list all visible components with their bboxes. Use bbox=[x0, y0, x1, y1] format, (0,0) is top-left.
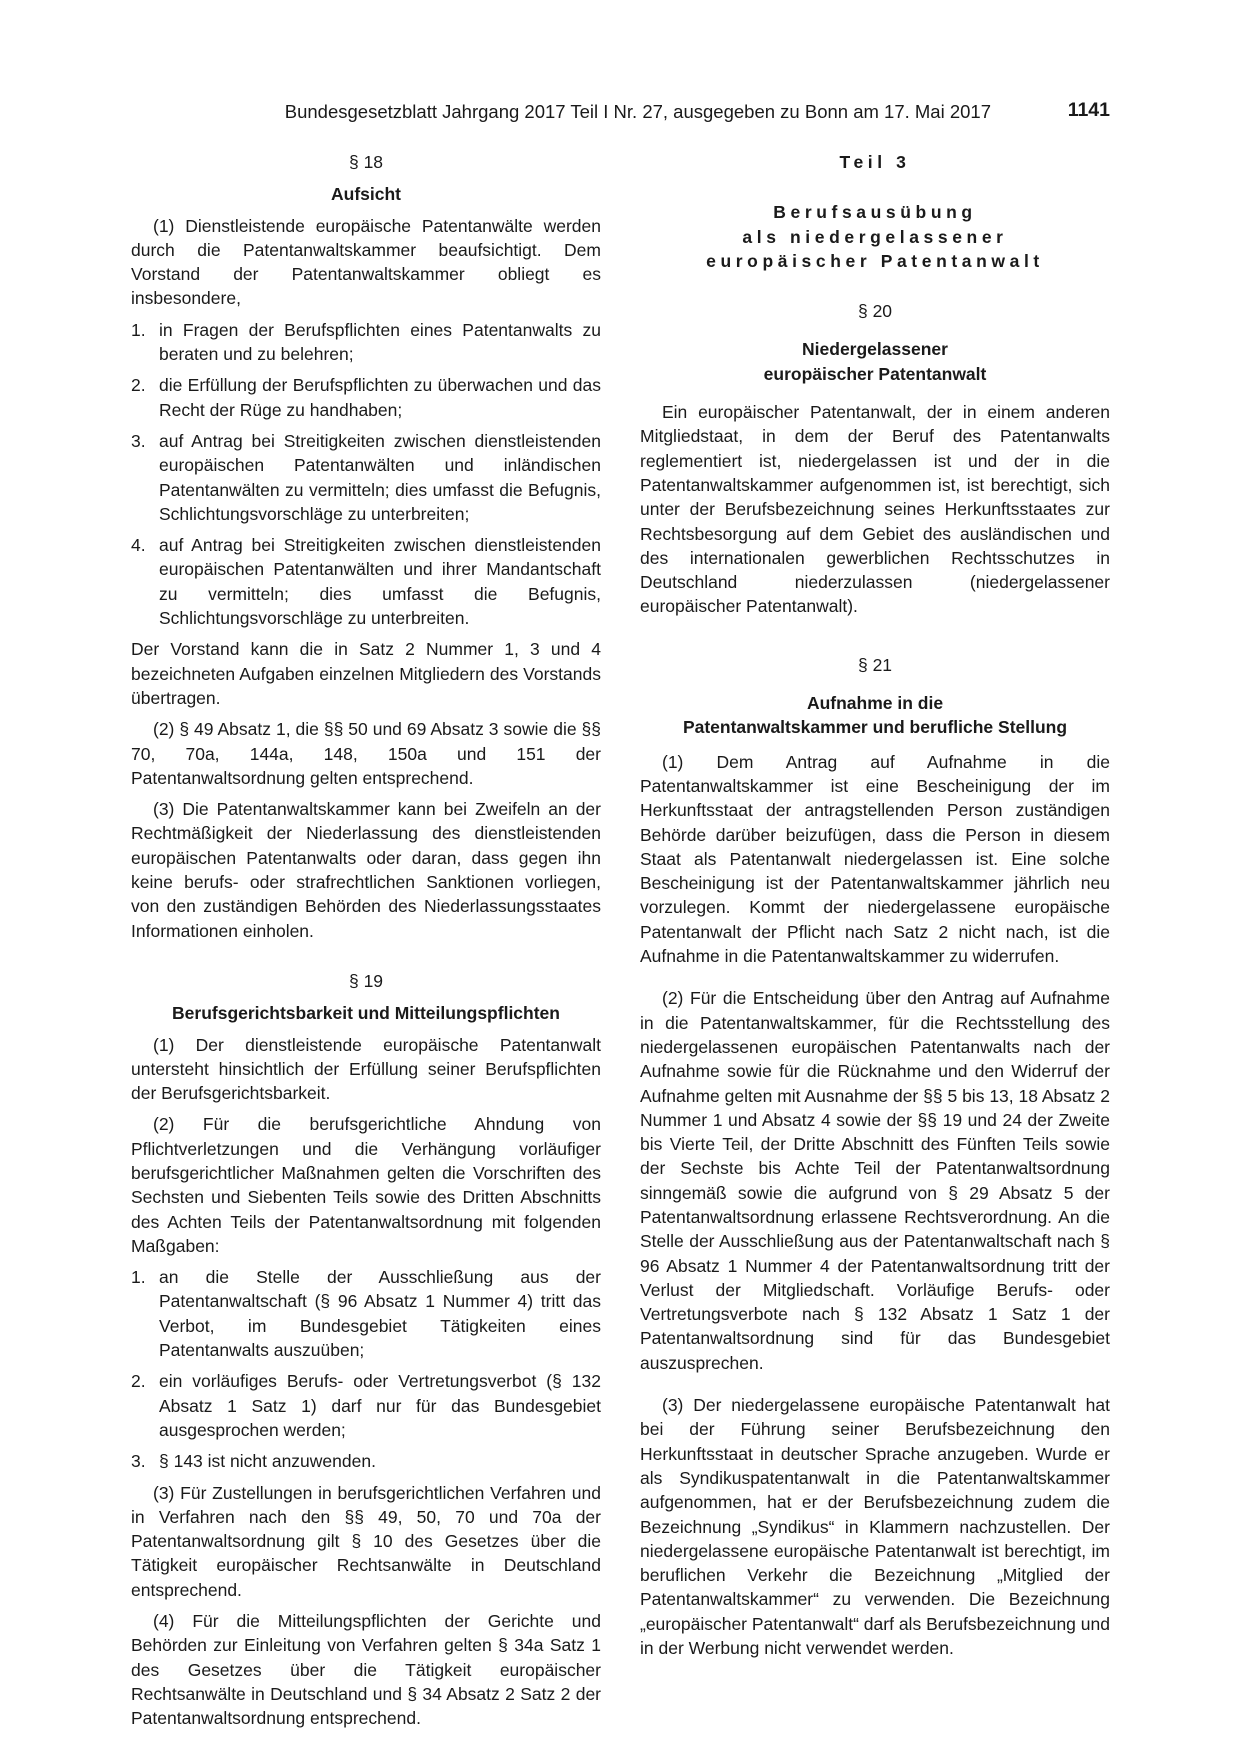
list-number: 3. bbox=[131, 430, 146, 451]
section-19 bbox=[131, 969, 601, 1731]
numbered-list bbox=[131, 318, 601, 631]
page-number: 1141 bbox=[1067, 99, 1110, 121]
list-number: 1. bbox=[131, 319, 146, 340]
right-column bbox=[640, 150, 1110, 1667]
list-item bbox=[131, 1369, 601, 1442]
section-title: Berufsgerichtsbarkeit und Mitteilungspflichten bbox=[172, 1003, 560, 1024]
section-number: § 20 bbox=[857, 301, 893, 322]
part-title-line: als niedergelassener bbox=[742, 226, 1008, 247]
left-column bbox=[131, 150, 601, 1738]
section-title-line: Niedergelassener bbox=[802, 339, 948, 360]
section-21 bbox=[640, 653, 1110, 1661]
paragraph: (1) Dienstleistende europäische Patentanwälte werden durch die Patentanwaltskammer beaufsichtigt. Dem Vorstand der Patentanwaltskammer obliegt es insbesondere, bbox=[131, 215, 601, 309]
section-number: § 21 bbox=[857, 654, 893, 675]
list-item bbox=[131, 1449, 601, 1473]
section-title-line: Patentanwaltskammer und berufliche Stellung bbox=[682, 717, 1068, 738]
list-text: in Fragen der Berufspflichten eines Patentanwalts zu beraten und zu belehren; bbox=[159, 319, 601, 365]
list-number: 4. bbox=[131, 535, 146, 556]
paragraph: Ein europäischer Patentanwalt, der in einem anderen Mitgliedstaat, in dem der Beruf des Patentanwalts reglementiert ist, niedergelassen ist und der in die Patentanwaltskammer aufgenommen ist, ist berechtigt, sich unter der Berufsbezeichnung seines Herkunftsstaates zur Rechtsbesorgung auf dem Gebiet des ausländischen und des internationalen gewerblichen Rechtsschutzes in Deutschland niederzulassen (niedergelassener europäischer Patentanwalt). bbox=[640, 402, 1110, 617]
list-item bbox=[131, 429, 601, 526]
list-number: 2. bbox=[131, 1371, 146, 1392]
paragraph: (3) Die Patentanwaltskammer kann bei Zweifeln an der Rechtmäßigkeit der Niederlassung des dienstleistenden europäischen Patentanwalts oder daran, dass gegen ihn keine berufs- oder strafrechtlichen Sanktionen vorliegen, von den zuständigen Behörden des Niederlassungsstaates Informationen einholen. bbox=[131, 799, 601, 941]
part-title-line: Berufsausübung bbox=[773, 202, 977, 223]
list-item bbox=[131, 373, 601, 422]
paragraph: (3) Der niedergelassene europäische Patentanwalt hat bei der Führung seiner Berufsbezeichnung den Herkunftsstaat in deutscher Sprache anzugeben. Wurde er als Syndikuspatentanwalt in die Patentanwaltskammer aufgenommen, hat er der Berufsbezeichnung zudem die Bezeichnung „Syndikus“ in Klammern nachzustellen. Der niedergelassene europäische Patentanwalt ist berechtigt, im beruflichen Verkehr die Bezeichnung „Mitglied der Patentanwaltskammer“ zu verwenden. Die Bezeichnung „europäischer Patentanwalt“ darf als Berufsbezeichnung und in der Werbung nicht verwendet werden. bbox=[640, 1395, 1110, 1659]
paragraph: (1) Der dienstleistende europäische Patentanwalt untersteht hinsichtlich der Erfüllung seiner Berufspflichten der Berufsgerichtsbarkeit. bbox=[131, 1034, 601, 1104]
paragraph: (2) § 49 Absatz 1, die §§ 50 und 69 Absatz 3 sowie die §§ 70, 70a, 144a, 148, 150a und 151 der Patentanwaltsordnung gelten entsprechend. bbox=[131, 719, 601, 788]
paragraph: (2) Für die Entscheidung über den Antrag auf Aufnahme in die Patentanwaltskammer, für die Rechtsstellung des niedergelassenen europäischen Patentanwalts nach der Aufnahme sowie für die Rücknahme und den Widerruf der Aufnahme gelten mit Ausnahme der §§ 5 bis 13, 18 Absatz 2 Nummer 1 und Absatz 4 sowie der §§ 19 und 24 der Zweite bis Vierte Teil, der Dritte Abschnitt des Fünften Teils sowie der Sechste bis Achte Teil der Patentanwaltsordnung sinngemäß sowie die aufgrund von § 29 Absatz 5 der Patentanwaltsordnung erlassene Rechtsverordnung. An die Stelle der Ausschließung aus der Patentanwaltschaft nach § 96 Absatz 1 Nummer 4 der Patentanwaltsordnung tritt der Verlust der Mitgliedschaft. Vorläufige Berufs- oder Vertretungsverbote nach § 132 Absatz 1 Satz 1 der Patentanwaltsordnung sind für das Bundesgebiet auszusprechen. bbox=[640, 988, 1110, 1373]
section-title-line: europäischer Patentanwalt bbox=[763, 363, 987, 384]
numbered-list bbox=[131, 1265, 601, 1473]
list-text: ein vorläufiges Berufs- oder Vertretungsverbot (§ 132 Absatz 1 Satz 1) darf nur für das Bundesgebiet ausgesprochen werden; bbox=[159, 1371, 601, 1440]
list-number: 2. bbox=[131, 375, 146, 396]
list-item bbox=[131, 1265, 601, 1362]
section-number: § 19 bbox=[348, 970, 384, 991]
paragraph: (4) Für die Mitteilungspflichten der Gerichte und Behörden zur Einleitung von Verfahren gelten § 34a Satz 1 des Gesetzes über die Tätigkeit europäischer Rechtsanwälte in Deutschland und § 34 Absatz 2 Satz 2 der Patentanwaltsordnung entsprechend. bbox=[131, 1611, 601, 1729]
list-text: die Erfüllung der Berufspflichten zu überwachen und das Recht der Rüge zu handhaben; bbox=[159, 375, 601, 420]
list-text: an die Stelle der Ausschließung aus der Patentanwaltschaft (§ 96 Absatz 1 Nummer 4) tritt das Verbot, im Bundesgebiet Tätigkeiten eines Patentanwalts auszuüben; bbox=[159, 1267, 601, 1361]
part-title-line: europäischer Patentanwalt bbox=[706, 250, 1044, 271]
section-title-line: Aufnahme in die bbox=[806, 693, 944, 714]
paragraph: (2) Für die berufsgerichtliche Ahndung von Pflichtverletzungen und die Verhängung vorläufiger berufsgerichtlicher Maßnahmen gelten die Vorschriften des Sechsten und Siebenten Teils sowie des Dritten Abschnitts des Achten Teils der Patentanwaltsordnung mit folgenden Maßgaben: bbox=[131, 1114, 601, 1256]
list-number: 3. bbox=[131, 1451, 146, 1472]
list-item bbox=[131, 533, 601, 630]
list-number: 1. bbox=[131, 1267, 146, 1288]
list-text: auf Antrag bei Streitigkeiten zwischen dienstleistenden europäischen Patentanwälten und ihrer Mandantschaft zu vermitteln; dies umfasst die Befugnis, Schlichtungsvorschläge zu unterbreiten. bbox=[159, 535, 601, 629]
paragraph: (1) Dem Antrag auf Aufnahme in die Patentanwaltskammer ist eine Bescheinigung der im Herkunftsstaat der antragstellenden Person zuständigen Behörde darüber beizufügen, dass die Person in diesem Staat als Patentanwalt niedergelassen ist. Eine solche Bescheinigung ist der Patentanwaltskammer jährlich neu vorzulegen. Kommt der niedergelassene europäische Patentanwalt der Pflicht nach Satz 2 nicht nach, ist die Aufnahme in die Patentanwaltskammer zu widerrufen. bbox=[640, 751, 1110, 967]
section-title: Aufsicht bbox=[331, 184, 401, 205]
list-item bbox=[131, 318, 601, 367]
section-18 bbox=[131, 150, 601, 943]
section-number: § 18 bbox=[348, 152, 384, 172]
running-header: Bundesgesetzblatt Jahrgang 2017 Teil I Nr. 27, ausgegeben zu Bonn am 17. Mai 2017 bbox=[284, 101, 991, 122]
list-text: § 143 ist nicht anzuwenden. bbox=[159, 1451, 376, 1472]
paragraph: (3) Für Zustellungen in berufsgerichtlichen Verfahren und in Verfahren nach den §§ 49, 50, 70 und 70a der Patentanwaltsordnung gilt § 10 des Gesetzes über die Tätigkeit europäischer Rechtsanwälte in Deutschland entsprechend. bbox=[131, 1482, 601, 1600]
part-heading bbox=[640, 150, 1110, 273]
list-text: auf Antrag bei Streitigkeiten zwischen dienstleistenden europäischen Patentanwälten und inländischen Patentanwälten zu vermitteln; dies umfasst die Befugnis, Schlichtungsvorschläge zu unterbreiten; bbox=[159, 430, 601, 524]
paragraph: Der Vorstand kann die in Satz 2 Nummer 1, 3 und 4 bezeichneten Aufgaben einzelnen Mitgliedern des Vorstands übertragen. bbox=[131, 639, 601, 708]
page-header bbox=[131, 101, 1110, 125]
section-20 bbox=[640, 299, 1110, 619]
part-label: Teil 3 bbox=[839, 152, 911, 172]
